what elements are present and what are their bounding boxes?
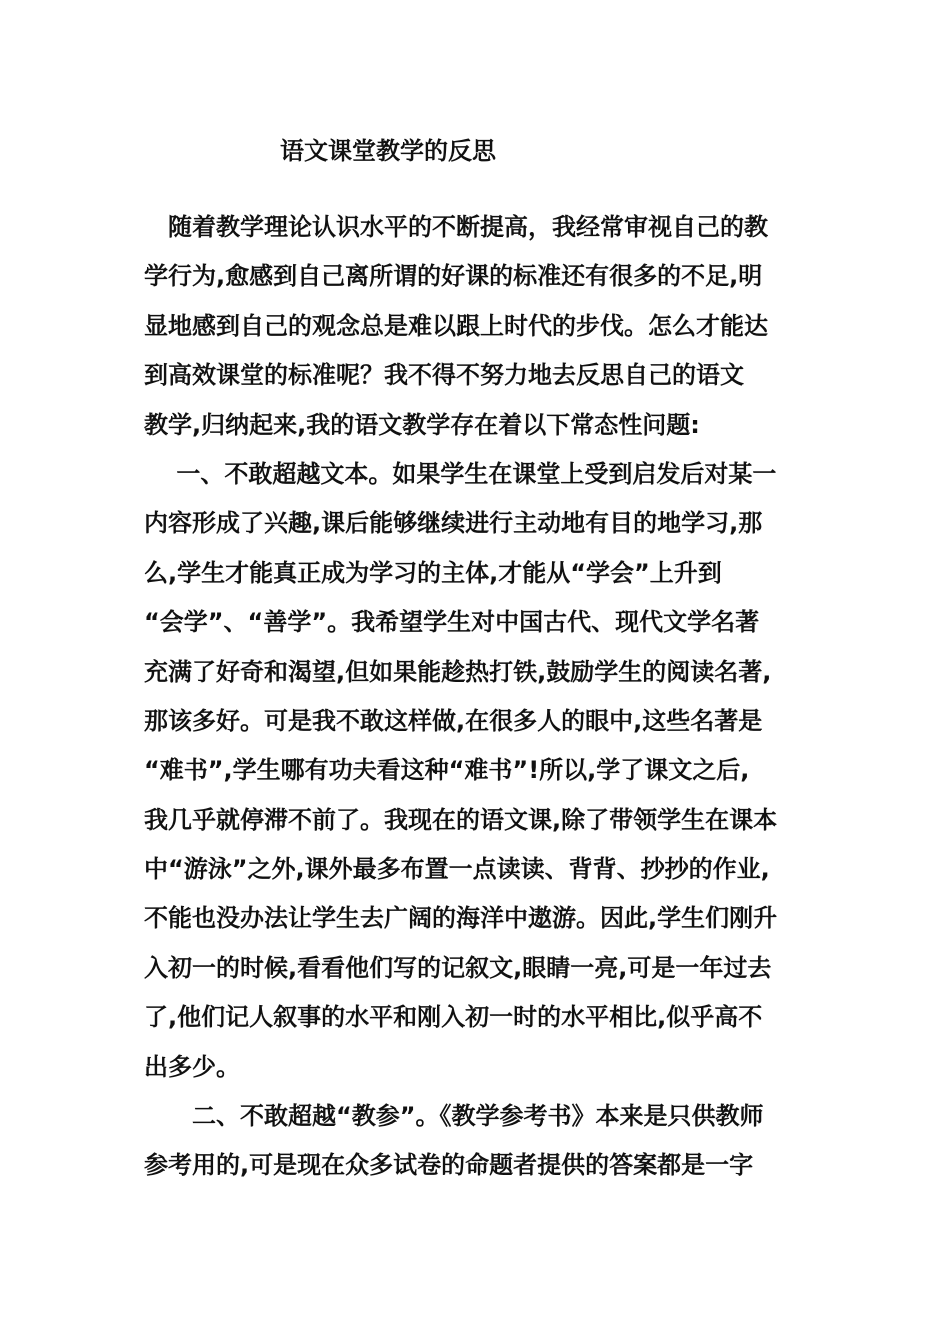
text-line: 显地感到自己的观念总是难以跟上时代的步伐。怎么才能达 xyxy=(144,311,768,340)
text-line: 那该多好。可是我不敢这样做,在很多人的眼中,这些名著是 xyxy=(144,706,763,735)
text-line: 教学,归纳起来,我的语文教学存在着以下常态性问题: xyxy=(144,410,700,439)
text-line: “会学”、“善学”。我希望学生对中国古代、现代文学名著 xyxy=(144,608,760,637)
document-title: 语文课堂教学的反思 xyxy=(280,137,496,165)
text-line: 么,学生才能真正成为学习的主体,才能从“学会”上升到 xyxy=(144,558,722,587)
document-body xyxy=(144,203,816,1191)
text-line: 二、不敢超越“教参”。《教学参考书》本来是只供教师 xyxy=(144,1102,764,1131)
text-line: 到高效课堂的标准呢？我不得不努力地去反思自己的语文 xyxy=(144,361,744,390)
text-line: 随着教学理论认识水平的不断提高，我经常审视自己的教 xyxy=(144,213,768,241)
text-line: 入初一的时候,看看他们写的记叙文,眼睛一亮,可是一年过去 xyxy=(144,953,772,982)
text-line: 充满了好奇和渴望,但如果能趁热打铁,鼓励学生的阅读名著, xyxy=(144,657,772,686)
text-line: 一、不敢超越文本。如果学生在课堂上受到启发后对某一 xyxy=(144,459,777,488)
text-line: 我几乎就停滞不前了。我现在的语文课,除了带领学生在课本 xyxy=(144,805,778,834)
text-line: 出多少。 xyxy=(144,1052,240,1081)
text-line: 学行为,愈感到自己离所谓的好课的标准还有很多的不足,明 xyxy=(144,262,763,291)
text-line: 内容形成了兴趣,课后能够继续进行主动地有目的地学习,那 xyxy=(144,509,763,538)
text-line: 中“游泳”之外,课外最多布置一点读读、背背、抄抄的作业, xyxy=(144,855,770,884)
text-line: “难书”,学生哪有功夫看这种“难书”!所以,学了课文之后, xyxy=(144,756,750,785)
text-line: 参考用的,可是现在众多试卷的命题者提供的答案都是一字 xyxy=(144,1151,754,1180)
text-line: 了,他们记人叙事的水平和刚入初一时的水平相比,似乎高不 xyxy=(144,1003,763,1032)
text-line: 不能也没办法让学生去广阔的海洋中遨游。因此,学生们刚升 xyxy=(144,904,778,933)
